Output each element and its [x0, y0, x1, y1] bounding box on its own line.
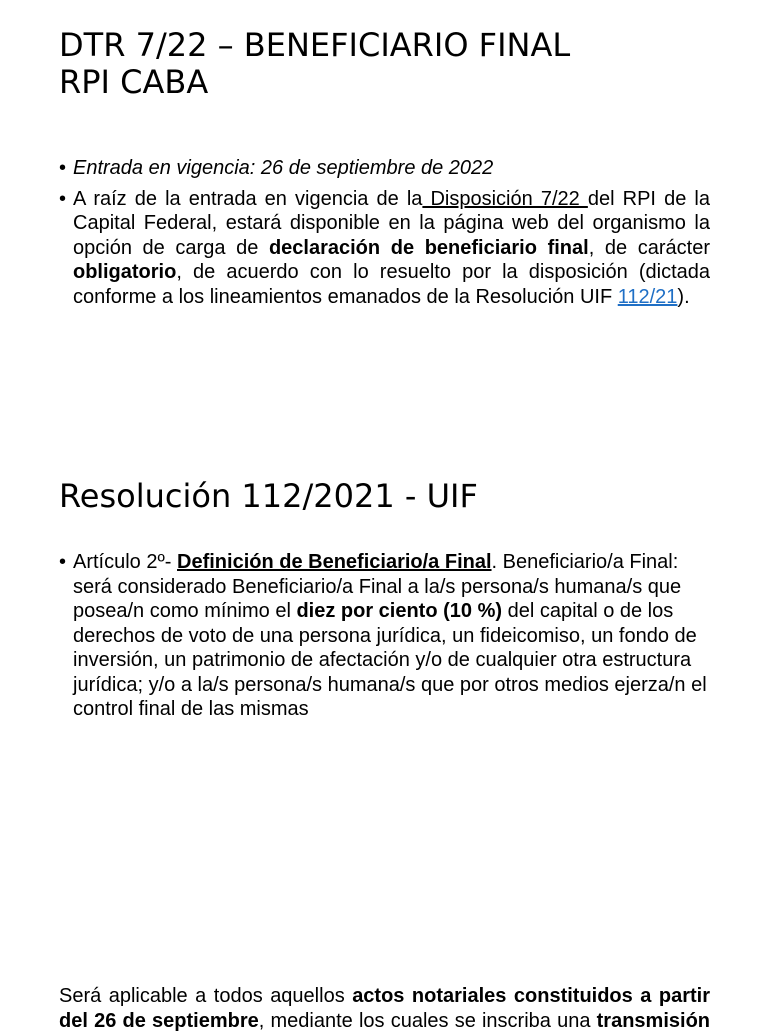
bold-text: declaración de beneficiario final	[268, 236, 589, 259]
paragraph-text: del capital o de los derechos de voto de una persona jurídica, un fideicomiso, un fondo de inversión, un patrimonio de afectación y/o de cualquier otra estructura jurídica; y/o a la/s persona/s humana/s que por otros medios ejerza/n el control final de las mismas	[73, 600, 707, 720]
effective-date-text: Entrada en vigencia: 26 de septiembre de 2022	[73, 157, 494, 179]
bullet-list-resolucion	[59, 550, 710, 728]
paragraph-text: , mediante los cuales se inscriba una	[258, 1009, 597, 1032]
page-title	[59, 27, 719, 101]
bold-text: actos notariales constituidos a partir del 26 de septiembre	[59, 985, 710, 1032]
bullet-icon: •	[59, 551, 67, 573]
resolucion-uif-link[interactable]: 112/21	[617, 285, 678, 308]
bold-text: diez por ciento (10 %)	[296, 600, 503, 622]
bold-text: obligatorio	[73, 261, 177, 283]
bullet-list-dtr	[59, 156, 710, 315]
list-item	[59, 550, 710, 722]
paragraph-text: del RPI de la Capital Federal, estará disponible en la página web del organismo la opción de carga de	[73, 187, 710, 259]
paragraph-text: , de carácter	[588, 236, 710, 259]
paragraph-text: A raíz de la entrada en vigencia de la	[73, 187, 423, 210]
bullet-icon: •	[59, 157, 67, 179]
applicability-paragraph	[59, 984, 710, 1033]
list-item	[59, 187, 710, 310]
paragraph-text: . Beneficiario/a Final: será considerado Beneficiario/a Final a la/s persona/s humana/s que posea/n como mínimo el	[73, 551, 682, 622]
paragraph-text: , de acuerdo con lo resuelto por la disposición (dictada conforme a los lineamientos emanados de la Resolución UIF	[73, 261, 710, 308]
list-item	[59, 156, 710, 181]
title-line-1: DTR 7/22 – BENEFICIARIO FINAL	[59, 26, 571, 64]
bullet-icon: •	[59, 187, 67, 210]
paragraph-text: ).	[677, 285, 690, 308]
paragraph-text: Será aplicable a todos aquellos	[59, 985, 353, 1007]
disposicion-link[interactable]: Disposición 7/22	[422, 187, 588, 210]
paragraph-text: Artículo 2º-	[73, 551, 178, 573]
section-title: Resolución 112/2021 - UIF	[59, 477, 478, 515]
bold-text: transmisión	[596, 1009, 710, 1032]
title-line-2: RPI CABA	[59, 63, 209, 101]
definition-link[interactable]: Definición de Beneficiario/a Final	[177, 551, 492, 573]
